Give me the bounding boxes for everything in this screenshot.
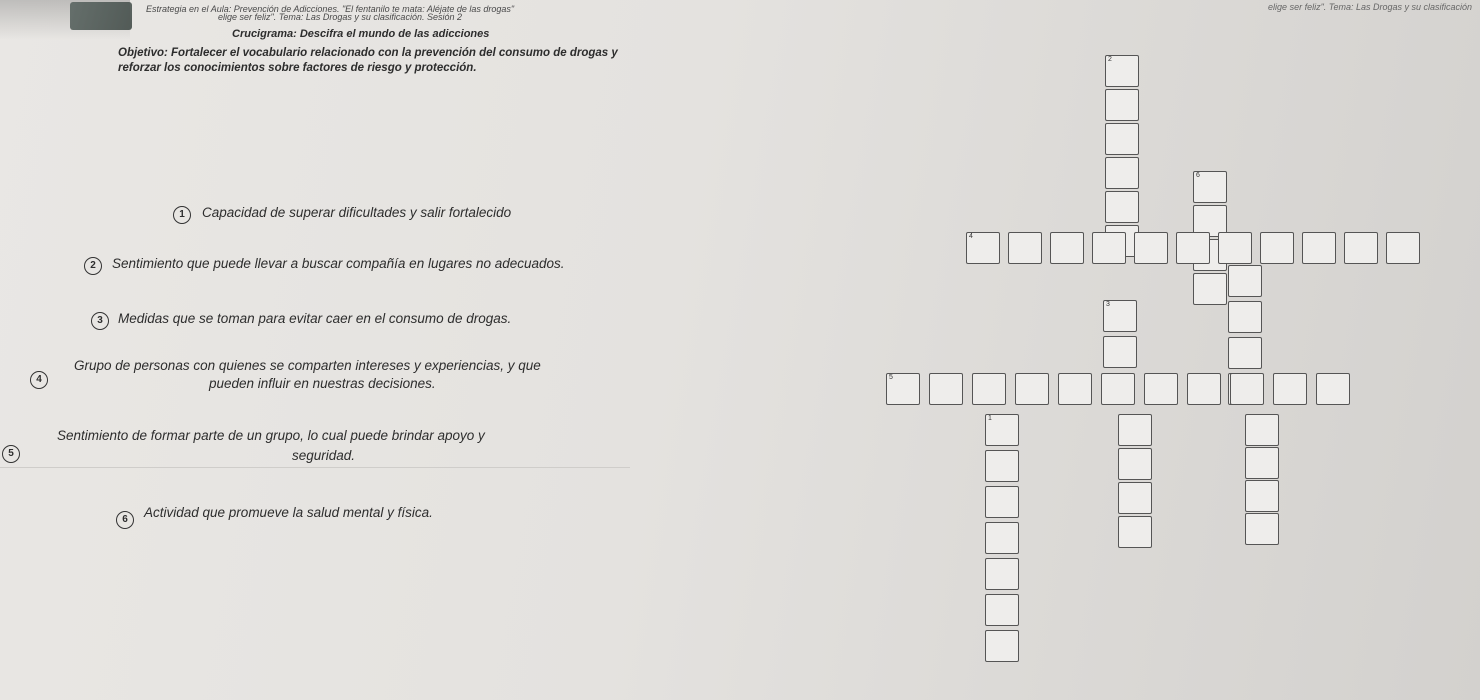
crossword-cell[interactable]: [972, 373, 1006, 405]
crossword-cell[interactable]: [1386, 232, 1420, 264]
crossword-cell[interactable]: [1218, 232, 1252, 264]
clue-number-2: 2: [84, 257, 102, 275]
crossword-cell[interactable]: [985, 414, 1019, 446]
crossword-start-number: 3: [1106, 301, 1110, 308]
clue-text-4-line-2: pueden influir en nuestras decisiones.: [209, 376, 436, 391]
crossword-cell[interactable]: [985, 630, 1019, 662]
crossword-cell[interactable]: [1144, 373, 1178, 405]
crossword-cell[interactable]: [929, 373, 963, 405]
header-line-2: elige ser feliz". Tema: Las Drogas y su clasificación. Sesión 2: [218, 12, 462, 22]
clue-number-3: 3: [91, 312, 109, 330]
crossword-cell[interactable]: [985, 486, 1019, 518]
crossword-cell[interactable]: [1260, 232, 1294, 264]
crossword-start-number: 6: [1196, 172, 1200, 179]
crossword-cell[interactable]: [1092, 232, 1126, 264]
crossword-cell[interactable]: [1058, 373, 1092, 405]
crossword-cell[interactable]: [966, 232, 1000, 264]
crossword-cell[interactable]: [1245, 480, 1279, 512]
crossword-cell[interactable]: [1193, 273, 1227, 305]
crossword-cell[interactable]: [1228, 265, 1262, 297]
crossword-cell[interactable]: [985, 594, 1019, 626]
clue-text-4-line-1: Grupo de personas con quienes se comparten intereses y experiencias, y que: [74, 358, 541, 373]
crossword-cell[interactable]: [1187, 373, 1221, 405]
crossword-cell[interactable]: [1193, 205, 1227, 237]
crossword-cell[interactable]: [1245, 447, 1279, 479]
crossword-cell[interactable]: [1273, 373, 1307, 405]
crossword-cell[interactable]: [1176, 232, 1210, 264]
crossword-cell[interactable]: [1245, 414, 1279, 446]
crossword-cell[interactable]: [1228, 301, 1262, 333]
crossword-cell[interactable]: [1105, 123, 1139, 155]
crossword-cell[interactable]: [1134, 232, 1168, 264]
crossword-cell[interactable]: [1118, 482, 1152, 514]
crossword-cell[interactable]: [1228, 337, 1262, 369]
crossword-cell[interactable]: [1245, 513, 1279, 545]
crossword-cell[interactable]: [1101, 373, 1135, 405]
crossword-cell[interactable]: [1105, 225, 1139, 257]
crossword-cell[interactable]: [1118, 516, 1152, 548]
crossword-cell[interactable]: [985, 558, 1019, 590]
clue-text-5-line-2: seguridad.: [292, 448, 356, 463]
clue-text-5-line-1: Sentimiento de formar parte de un grupo, lo cual puede brindar apoyo y: [57, 428, 485, 443]
school-logo: [70, 2, 132, 30]
crossword-cell[interactable]: [1008, 232, 1042, 264]
clue-text-2: Sentimiento que puede llevar a buscar compañía en lugares no adecuados.: [112, 256, 565, 271]
crossword-cell[interactable]: [1302, 232, 1336, 264]
clue-text-6: Actividad que promueve la salud mental y física.: [144, 505, 433, 520]
crossword-cell[interactable]: [1103, 300, 1137, 332]
crossword-cell[interactable]: [1105, 89, 1139, 121]
crossword-start-number: 5: [889, 374, 893, 381]
clue-text-1: Capacidad de superar dificultades y salir fortalecido: [202, 205, 512, 220]
crossword-cell[interactable]: [1050, 232, 1084, 264]
clue-number-6: 6: [116, 511, 134, 529]
crossword-cell[interactable]: [1316, 373, 1350, 405]
crossword-cell[interactable]: [1105, 191, 1139, 223]
objective-text: Objetivo: Fortalecer el vocabulario relacionado con la prevención del consumo de drogas y reforzar los conocimientos sobre factores de riesgo y protección.: [118, 47, 618, 74]
crossword-cell[interactable]: [1193, 239, 1227, 271]
crossword-cell[interactable]: [985, 450, 1019, 482]
clue-number-1: 1: [173, 206, 191, 224]
clue-text-3: Medidas que se toman para evitar caer en el consumo de drogas.: [118, 311, 512, 326]
crossword-start-number: 1: [988, 415, 992, 422]
worksheet-title: Crucigrama: Descifra el mundo de las adicciones: [232, 28, 490, 40]
crossword-cell[interactable]: [886, 373, 920, 405]
crossword-cell[interactable]: [1118, 414, 1152, 446]
crossword-cell[interactable]: [1230, 373, 1264, 405]
header-line-1: Estrategia en el Aula: Prevención de Adicciones. "El fentanilo te mata: Aléjate de las drogas": [146, 4, 515, 14]
crossword-cell[interactable]: [1193, 171, 1227, 203]
crossword-cell[interactable]: [1015, 373, 1049, 405]
crossword-cell[interactable]: [1105, 157, 1139, 189]
header-right-fragment: elige ser feliz". Tema: Las Drogas y su clasificación: [1268, 2, 1472, 12]
crossword-start-number: 4: [969, 233, 973, 240]
crossword-cell[interactable]: [1103, 336, 1137, 368]
crossword-cell[interactable]: [1118, 448, 1152, 480]
clue-number-4: 4: [30, 371, 48, 389]
divider-line: [0, 467, 630, 468]
crossword-cell[interactable]: [985, 522, 1019, 554]
clue-number-5: 5: [2, 445, 20, 463]
crossword-cell[interactable]: [1344, 232, 1378, 264]
crossword-cell[interactable]: [1105, 55, 1139, 87]
crossword-cell[interactable]: [1228, 373, 1262, 405]
crossword-start-number: 2: [1108, 56, 1112, 63]
